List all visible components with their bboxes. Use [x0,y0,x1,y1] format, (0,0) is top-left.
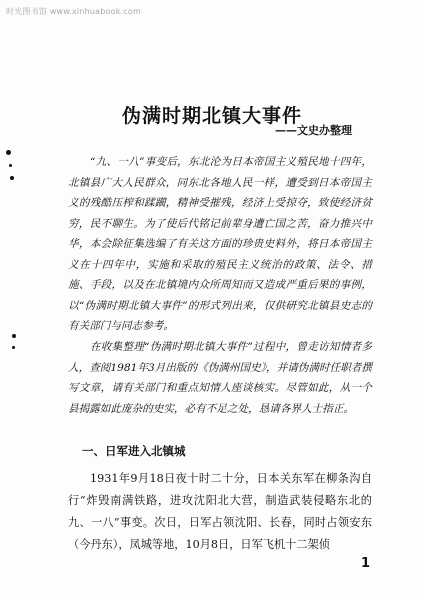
scan-speck [12,346,15,349]
section-body-paragraph: 1931年9月18日夜十时二十分，日本关东军在柳条沟自行“炸毁南满铁路，进攻沈阳北大营，制造武装侵略东北的九、一八”事变。次日，日军占领沈阳、长春，同时占领安东（今丹东），凤城等地，10月8日，日军飞机十二架侦 [68,472,372,551]
page-number: 1 [360,556,370,571]
intro-paragraph: “九、一八”事变后，东北沦为日本帝国主义殖民地十四年，北镇县广大人民群众，同东北各地人民一样，遭受到日本帝国主义的残酷压榨和蹂躏，精神受摧残，经济上受掠夺，致使经济贫穷，民不聊生。为了使后代铭记前辈身遭亡国之苦，奋力推兴中华，本会除征集选编了有关这方面的珍贵史料外，将日本帝国主义在十四年中，实施和采取的殖民主义统治的政策、法令、措施、手段，以及在北镇境内众所周知而又造成严重后果的事例，以“伪满时期北镇大事件”的形式列出来，仅供研究北镇县史志的有关部门与同志参考。 [68,156,372,332]
watermark-text: 时光图书馆 www.xinhuabook.com [6,7,141,16]
document-byline: ——文史办整理 [275,124,352,137]
scan-speck [9,164,12,167]
section-heading: 一、日军进入北镇城 [82,444,186,458]
intro-paragraph: 在收集整理“伪满时期北镇大事件”过程中，曾走访知情者多人，查阅1981年3月出版的《伪满州国史》，并请伪满时任职者撰写文章，请有关部门和重点知情人座谈核实。尽管如此，从一个县揭露如此庞杂的史实，必有不足之处，恳请各界人士指正。 [68,341,372,415]
scan-speck [6,150,11,155]
scan-speck [12,334,16,338]
scan-speck [10,176,14,180]
document-title: 伪满时期北镇大事件 [121,104,302,127]
